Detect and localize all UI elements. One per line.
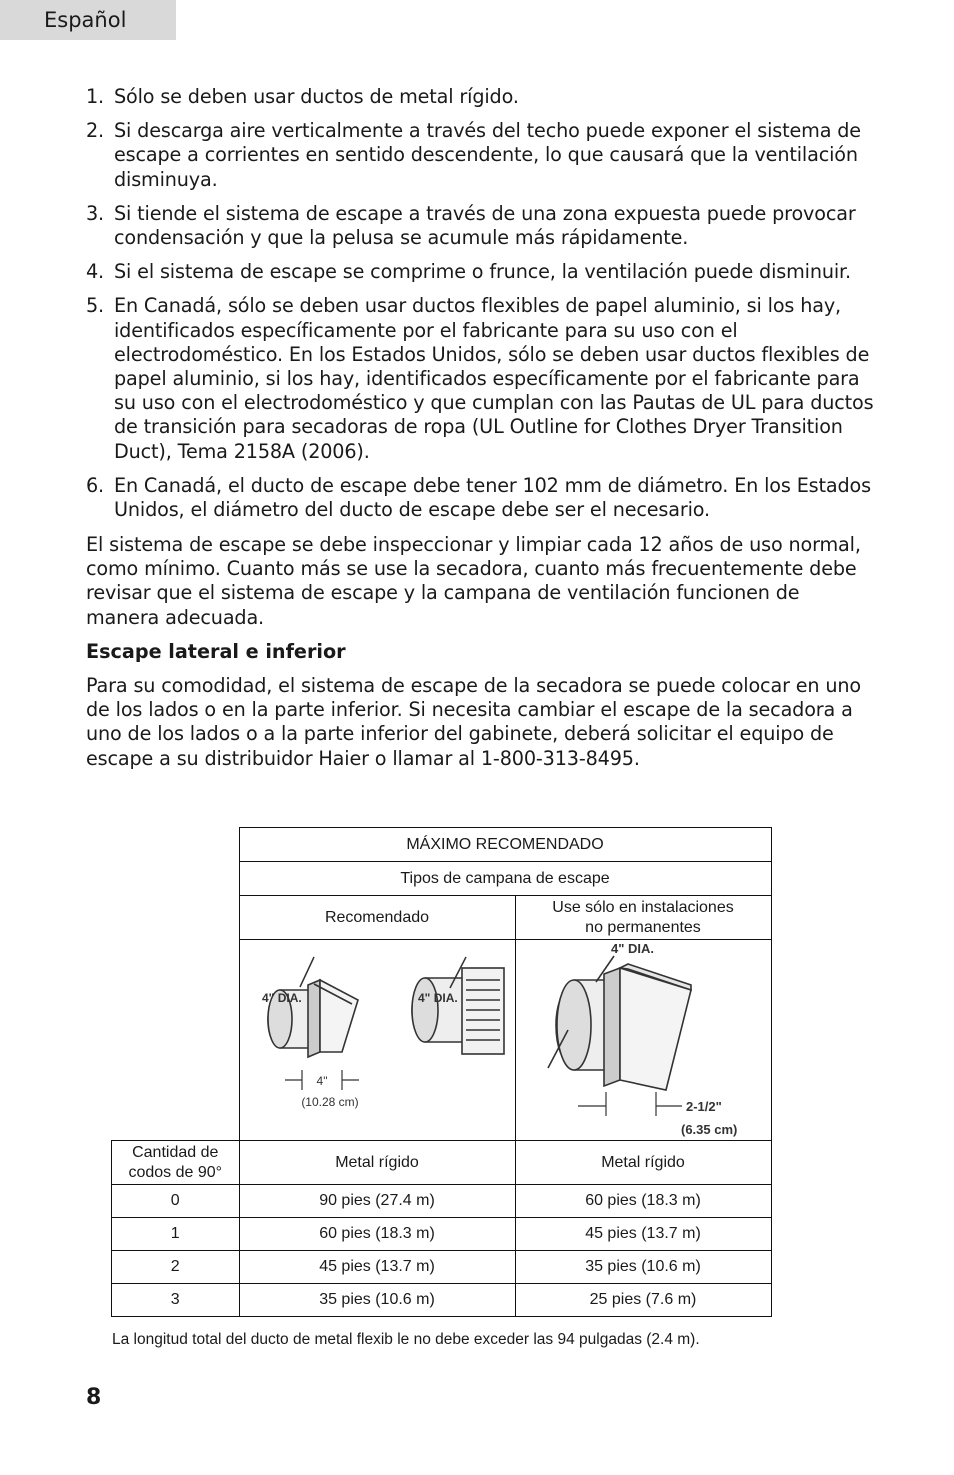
dia-label-2: 4" DIA.	[417, 991, 458, 1005]
header-elbows	[112, 1141, 240, 1185]
hood-2-icon	[412, 968, 504, 1054]
nonpermanent-length-cell: 45 pies (13.7 m)	[515, 1218, 771, 1251]
header-recommended: Recomendado	[239, 896, 515, 940]
angled-hood-illustration	[516, 940, 771, 1140]
list-item-text: Si tiende el sistema de escape a través de una zona expuesta puede provocar condensación y que la pelusa se acumule más rápidamente.	[114, 201, 856, 250]
table-row	[112, 1185, 772, 1218]
elbows-cell: 2	[112, 1251, 240, 1284]
side-exhaust-paragraph: Para su comodidad, el sistema de escape de la secadora se puede colocar en uno de los lados o en la parte inferior. Si necesita cambiar el escape de la secadora a uno de los lados o a la parte inferior del gabinete, deberá solicitar el equipo de escape a su distribuidor Haier o llamar al 1-800-313-8495.	[86, 674, 861, 770]
table-blank-cell	[112, 828, 240, 862]
louvered-hoods-illustration	[240, 940, 515, 1140]
type-recommended: Metal rígido	[239, 1141, 515, 1185]
recommended-length-cell: 45 pies (13.7 m)	[239, 1251, 515, 1284]
header-elbows-line2: codos de 90°	[128, 1163, 223, 1181]
table-blank-cell	[112, 896, 240, 940]
requirements-list	[86, 85, 876, 532]
nonpermanent-hood-diagram	[515, 940, 771, 1141]
list-item-number: 1.	[86, 85, 105, 108]
list-item-text: Si el sistema de escape se comprime o frunce, la ventilación puede disminuir.	[114, 260, 851, 284]
inspection-paragraph: El sistema de escape se debe inspeccionar y limpiar cada 12 años de uso normal, como mínimo. Cuanto más se use la secadora, cuanto más frecuentemente debe revisar que el sistema de escape y la campana de ventilación funcionen de manera adecuada.	[86, 533, 861, 629]
nonpermanent-length-cell: 60 pies (18.3 m)	[515, 1185, 771, 1218]
nonpermanent-length-cell: 35 pies (10.6 m)	[515, 1251, 771, 1284]
recommended-length-cell: 35 pies (10.6 m)	[239, 1284, 515, 1317]
elbows-cell: 1	[112, 1218, 240, 1251]
table-row	[112, 1251, 772, 1284]
table-row	[112, 1284, 772, 1317]
recommended-hoods-diagram	[239, 940, 515, 1141]
page-number: 8	[86, 1385, 102, 1410]
list-item	[86, 119, 876, 192]
list-item-number: 5.	[86, 294, 105, 318]
header-nonpermanent-line1: Use sólo en instalaciones	[552, 898, 734, 916]
dia-label-large: 4" DIA.	[610, 941, 654, 956]
list-item	[86, 474, 876, 522]
list-item-text: Sólo se deben usar ductos de metal rígido.	[114, 85, 519, 108]
exhaust-length-table	[111, 827, 772, 1317]
width-label-212-cm: (6.35 cm)	[680, 1122, 737, 1137]
hood-3-icon	[556, 964, 691, 1090]
hood-1-arrow	[300, 957, 314, 987]
header-elbows-line1: Cantidad de	[132, 1143, 219, 1161]
footnote: La longitud total del ducto de metal flexib le no debe exceder las 94 pulgadas (2.4 m).	[112, 1331, 700, 1348]
width-label-4-cm: (10.28 cm)	[300, 1095, 359, 1109]
list-item	[86, 260, 876, 284]
list-item-number: 4.	[86, 260, 105, 284]
header-nonpermanent	[515, 896, 771, 940]
list-item-text: Si descarga aire verticalmente a través del techo puede exponer el sistema de escape a corrientes en sentido descendente, lo que causará que la ventilación disminuya.	[114, 119, 861, 191]
elbows-cell: 0	[112, 1185, 240, 1218]
list-item-number: 6.	[86, 473, 105, 497]
table-row	[112, 1218, 772, 1251]
table-blank-cell	[112, 940, 240, 1141]
width-label-4: 4"	[316, 1074, 327, 1088]
section-heading: Escape lateral e inferior	[86, 640, 346, 663]
list-item	[86, 202, 876, 250]
list-item-number: 3.	[86, 201, 105, 225]
recommended-length-cell: 90 pies (27.4 m)	[239, 1185, 515, 1218]
type-nonpermanent: Metal rígido	[515, 1141, 771, 1185]
list-item-number: 2.	[86, 119, 105, 143]
language-tab: Español	[0, 0, 176, 40]
list-item-text: En Canadá, sólo se deben usar ductos flexibles de papel aluminio, si los hay, identificados específicamente por el fabricante para su uso con el electrodoméstico. En los Estados Unidos, sólo se deben usar ductos flexibles de papel aluminio, si los hay, identificados específicamente por el fabricante para su uso con el electrodoméstico y que cumplan con las Pautas de UL para ductos de transición para secadoras de ropa (UL Outline for Clothes Dryer Transition Duct), Tema 2158A (2006).	[114, 294, 874, 463]
width-label-212: 2-1/2"	[685, 1099, 722, 1114]
list-item	[86, 294, 876, 463]
elbows-cell: 3	[112, 1284, 240, 1317]
table-title: MÁXIMO RECOMENDADO	[239, 828, 771, 862]
list-item	[86, 85, 876, 109]
recommended-length-cell: 60 pies (18.3 m)	[239, 1218, 515, 1251]
header-nonpermanent-line2: no permanentes	[585, 918, 701, 936]
table-subtitle: Tipos de campana de escape	[239, 862, 771, 896]
list-item-text: En Canadá, el ducto de escape debe tener 102 mm de diámetro. En los Estados Unidos, el diámetro del ducto de escape debe ser el necesario.	[114, 473, 871, 522]
dia-label-1: 4" DIA.	[261, 991, 302, 1005]
table-blank-cell	[112, 862, 240, 896]
nonpermanent-length-cell: 25 pies (7.6 m)	[515, 1284, 771, 1317]
